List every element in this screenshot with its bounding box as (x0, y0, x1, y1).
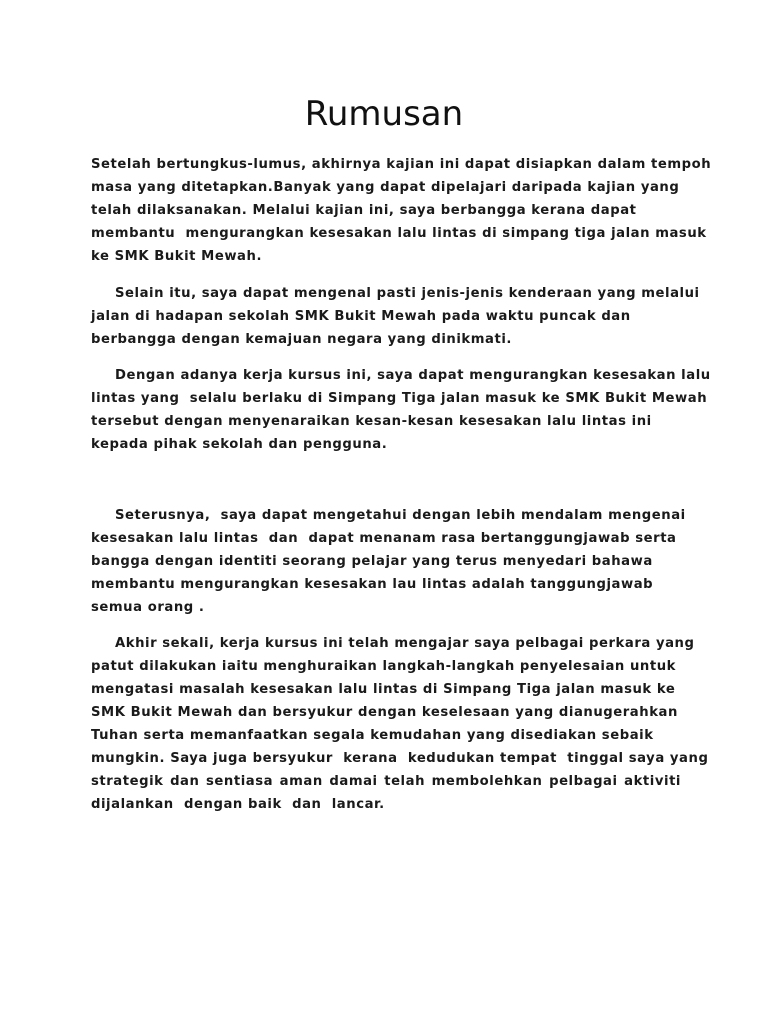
paragraph-line: mengatasi masalah kesesakan lalu lintas di Simpang Tiga jalan masuk ke (91, 682, 676, 697)
paragraph-line: Dengan adanya kerja kursus ini, saya dapat mengurangkan kesesakan lalu (115, 368, 711, 383)
paragraph-line: Selain itu, saya dapat mengenal pasti jenis-jenis kenderaan yang melalui (115, 286, 700, 301)
paragraph-line: tersebut dengan menyenaraikan kesan-kesan kesesakan lalu lintas ini (91, 414, 652, 429)
paragraph-line: strategik dan sentiasa aman damai telah membolehkan pelbagai aktiviti (91, 774, 681, 789)
page-title: Rumusan (304, 94, 464, 134)
paragraph-line: Akhir sekali, kerja kursus ini telah mengajar saya pelbagai perkara yang (115, 636, 695, 651)
paragraph-line: masa yang ditetapkan.Banyak yang dapat dipelajari daripada kajian yang (91, 180, 680, 195)
paragraph-line: telah dilaksanakan. Melalui kajian ini, saya berbangga kerana dapat (91, 203, 637, 218)
paragraph-line: semua orang . (91, 600, 205, 615)
paragraph-line: dijalankan dengan baik dan lancar. (91, 797, 385, 812)
paragraph-line: berbangga dengan kemajuan negara yang dinikmati. (91, 332, 512, 347)
paragraph-line: SMK Bukit Mewah dan bersyukur dengan keselesaan yang dianugerahkan (91, 705, 678, 720)
paragraph-line: mungkin. Saya juga bersyukur kerana kedudukan tempat tinggal saya yang (91, 751, 709, 766)
paragraph-line: membantu mengurangkan kesesakan lalu lintas di simpang tiga jalan masuk (91, 226, 707, 241)
paragraph-line: kepada pihak sekolah dan pengguna. (91, 437, 388, 452)
paragraph-line: Seterusnya, saya dapat mengetahui dengan lebih mendalam mengenai (115, 508, 686, 523)
paragraph-line: Tuhan serta memanfaatkan segala kemudahan yang disediakan sebaik (91, 728, 654, 743)
paragraph-5 (91, 632, 709, 816)
paragraph-line: bangga dengan identiti seorang pelajar yang terus menyedari bahawa (91, 554, 653, 569)
paragraph-2 (91, 282, 700, 351)
paragraph-line: Setelah bertungkus-lumus, akhirnya kajian ini dapat disiapkan dalam tempoh (91, 157, 712, 172)
paragraph-1 (91, 153, 712, 268)
paragraph-line: lintas yang selalu berlaku di Simpang Tiga jalan masuk ke SMK Bukit Mewah (91, 391, 708, 406)
paragraph-4 (91, 504, 686, 619)
paragraph-line: kesesakan lalu lintas dan dapat menanam rasa bertanggungjawab serta (91, 531, 677, 546)
paragraph-line: patut dilakukan iaitu menghuraikan langkah-langkah penyelesaian untuk (91, 659, 676, 674)
paragraph-line: ke SMK Bukit Mewah. (91, 249, 263, 264)
paragraph-line: membantu mengurangkan kesesakan lau lintas adalah tanggungjawab (91, 577, 654, 592)
paragraph-3 (91, 364, 711, 456)
paragraph-line: jalan di hadapan sekolah SMK Bukit Mewah pada waktu puncak dan (91, 309, 631, 324)
